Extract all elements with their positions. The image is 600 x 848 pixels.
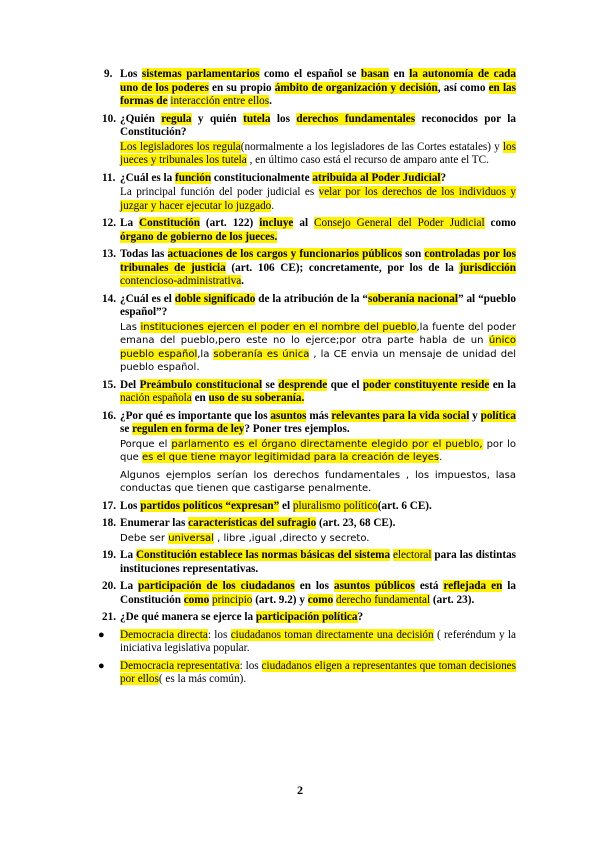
text-run: ,la fuente del poder emana del pueblo,pero este no lo ejerce;por otra parte habla de un [120,321,516,346]
text-run: , libre ,igual ,directo y secreto. [213,532,370,544]
question-body [120,293,516,375]
text-run: , así como [437,81,489,94]
question-body [120,611,516,625]
question-text [120,410,516,437]
question-item [104,611,516,625]
bullet-text [120,629,516,656]
question-item [104,293,516,375]
highlighted-text: como [183,593,210,606]
highlighted-text: derecho fundamental [336,593,431,606]
highlighted-text: órgano de gobierno de los jueces. [120,230,278,243]
question-item [104,113,516,168]
text-run: Todas las [120,248,168,260]
highlighted-text: basan [361,68,390,80]
text-run: la Constitución [120,580,516,606]
answer-text [120,532,516,546]
highlighted-text: participación política [255,611,358,623]
text-run: (art. 106 CE); concretamente, por los de la [225,261,460,274]
text-run: . [439,452,443,463]
highlighted-text: Preámbulo constitucional [139,378,263,391]
question-number: 18. [102,517,116,529]
text-run: La principal función del poder judicial es [120,186,319,198]
text-run: en [191,392,209,404]
answer-text [120,186,516,213]
question-body [120,410,516,496]
question-number: 17. [102,499,116,512]
highlighted-text: interacción entre ellos [170,95,270,107]
answer-text [120,469,516,496]
question-number: 11. [102,171,116,184]
text-run: ? [357,611,364,623]
question-item [104,549,516,576]
highlighted-text: doble significado [174,292,256,305]
text-run: ¿De qué manera se ejerce la [120,611,256,623]
text-run: Del [120,378,140,391]
highlighted-text: uso de su soberanía. [208,392,305,404]
question-text [120,113,516,140]
text-run: La [120,549,136,561]
text-run: Las [120,321,141,333]
question-body [120,248,516,289]
highlighted-text: ciudadanos eligen a representantes que toman decisiones por ellos [120,659,516,685]
text-run: por lo que [120,438,517,463]
text-run: , la CE envia un mensaje de unidad del pueblo español. [120,348,516,373]
highlighted-text: tutela [243,112,271,125]
highlighted-text: parlamento es el órgano directamente elegido por el pueblo, [171,438,483,450]
highlighted-text: desprende [278,378,328,391]
text-run: . [271,199,275,212]
text-run: al [293,217,315,229]
highlighted-text: relevantes para la vida social [331,409,470,422]
text-run: para las distintas instituciones representativas. [120,549,517,575]
question-item [104,379,516,406]
highlighted-text: Los legisladores los regula [120,140,241,153]
highlighted-text: en las formas de [120,81,516,107]
bullet-icon: ● [98,659,105,672]
bullet-item [98,629,516,656]
question-text [120,293,516,320]
text-run: (art. 6 CE). [377,499,432,512]
question-body [120,517,516,545]
text-run: son [401,248,425,260]
question-item [104,217,516,244]
text-run: Algunos ejemplos serían los derechos fundamentales , los impuestos, lasa conductas que tienen que castigarse penalmente. [120,469,516,494]
highlighted-text: incluye [259,217,294,229]
question-body [120,379,516,406]
text-run: en [389,68,410,80]
text-run: los [270,112,297,125]
text-run: ¿Por qué es importante que los [120,409,271,422]
question-body [120,217,516,244]
text-run: ( referéndum y la iniciativa legislativa popular. [120,628,516,654]
text-run: . [269,95,272,107]
highlighted-text: características del sufragio [188,517,317,529]
highlighted-text: Consejo General del Poder Judicial [314,217,485,229]
question-text [120,217,516,244]
highlighted-text: los jueces y tribunales los tutela [120,140,516,166]
text-run: el [279,499,293,512]
question-number: 13. [102,248,116,260]
question-text [120,611,516,625]
text-run: (art. 9.2) y [252,593,308,606]
question-number: 15. [102,378,116,391]
question-item [104,580,516,607]
highlighted-text: función [175,171,212,184]
question-text [120,68,516,109]
text-run: ¿Cuál es el [120,292,175,305]
highlighted-text: instituciones ejercen el poder en el nombre del pueblo [140,321,417,333]
text-run: (normalmente a los legisladores de las Cortes estatales) y [240,140,503,153]
text-run: constitucionalmente [211,171,313,184]
highlighted-text: jurisdicción [459,261,516,274]
answer-text [120,438,516,465]
text-run: Los [120,68,142,80]
highlighted-text: ciudadanos toman directamente una decisión [230,628,434,641]
highlighted-text: único pueblo español [120,335,516,360]
text-run: ? [440,171,447,184]
text-run: ¿Cuál es la [120,171,176,184]
text-run: (art. 23). [430,593,475,606]
question-list [98,68,517,691]
highlighted-text: partidos políticos “expresan” [140,499,280,512]
highlighted-text: atribuida al Poder Judicial [312,171,441,184]
text-run: se [262,378,279,391]
text-run: y quién [191,112,244,125]
highlighted-text: regula [161,112,192,125]
text-run: . [241,275,244,287]
text-run: en su propio [208,81,275,94]
highlighted-text: ámbito de organización y decisión [274,81,438,94]
highlighted-text: reflejada en [443,580,503,592]
highlighted-text: nación española [120,392,192,404]
question-text [120,248,516,289]
question-item [104,517,516,545]
text-run: como [484,217,517,229]
question-number: 19. [102,549,116,561]
highlighted-text: Democracia representativa [120,659,240,672]
highlighted-text: actuaciones de los cargos y funcionarios públicos [167,248,402,260]
text-run: como el español se [259,68,362,80]
question-item [104,68,516,109]
text-run: : los [207,628,231,641]
question-body [120,500,516,514]
text-run: de la atribución de la “ [255,292,368,305]
text-run: (art. 122) [199,217,260,229]
bullet-icon: ● [98,628,105,641]
text-run: ? Poner tres ejemplos. [244,423,350,435]
text-run: está [414,580,444,592]
question-number: 12. [102,217,116,229]
highlighted-text: velar por los derechos de los individuos y juzgar y hacer ejecutar lo juzgado [120,186,516,212]
text-run: ¿Quién [120,112,162,125]
highlighted-text: política [480,409,517,422]
question-body [120,549,516,576]
highlighted-text: Constitución [139,217,200,229]
question-number: 16. [102,409,116,422]
text-run: en la [489,378,517,391]
question-number: 20. [102,580,116,592]
highlighted-text: tribunales de justicia [120,261,226,274]
highlighted-text: contencioso-administrativa [120,275,242,287]
highlighted-text: universal [168,532,214,544]
text-run: se [120,423,133,435]
question-number: 21. [102,611,116,623]
highlighted-text: electoral [392,549,432,561]
text-run: La [120,580,139,592]
text-run: La [120,217,140,229]
question-text [120,517,516,531]
text-run: que el [327,378,363,391]
highlighted-text: controladas por los [424,248,516,260]
question-text [120,172,516,186]
highlighted-text: la autonomía de cada uno de los poderes [120,68,516,94]
question-body [120,172,516,214]
highlighted-text: regulen en forma de ley [132,423,245,435]
answer-text [120,141,516,168]
text-run: Los [120,499,141,512]
highlighted-text: Democracia directa [120,628,208,641]
highlighted-text: soberanía es única [213,348,310,360]
question-item [104,500,516,514]
question-body [120,68,516,109]
text-run: (art. 23, 68 CE). [316,517,396,529]
bullet-item [98,660,516,687]
highlighted-text: participación de los ciudadanos [138,580,295,592]
highlighted-text: Constitución establece las normas básicas del sistema [135,549,391,561]
text-run: en los [294,580,334,592]
highlighted-text: asuntos [270,409,307,422]
text-run: , en último caso está el recurso de amparo ante el TC. [246,154,489,166]
text-run: más [306,409,332,422]
text-run: Debe ser [120,532,169,544]
question-text [120,500,516,514]
highlighted-text: pluralismo político [292,499,378,512]
highlighted-text: asuntos públicos [333,580,415,592]
page-number: 2 [297,783,303,797]
text-run: : los [239,659,262,672]
question-number: 14. [102,292,116,305]
text-run: y [469,409,481,422]
text-run: Enumerar las [120,517,189,529]
question-text [120,549,516,576]
highlighted-text: poder constituyente reside [362,378,490,391]
text-run: ( es la más común). [158,673,247,685]
question-item [104,248,516,289]
question-text [120,580,516,607]
highlighted-text: principio [212,593,253,606]
highlighted-text: sistemas parlamentarios [141,68,260,80]
highlighted-text: derechos fundamentales [296,112,416,125]
question-item [104,172,516,214]
highlighted-text: soberanía nacional [367,292,458,305]
answer-text [120,321,516,375]
text-run: ,la [197,348,214,360]
bullet-text [120,660,516,687]
text-run: ” al “pueblo español”? [120,292,516,318]
highlighted-text: es el que tiene mayor legitimidad para la creación de leyes [142,452,440,463]
text-run: Porque el [120,438,172,450]
question-number: 10. [102,112,116,125]
question-text [120,379,516,406]
question-body [120,580,516,607]
question-number: 9. [104,68,113,80]
question-item [104,410,516,496]
text-run: reconocidos por la Constitución? [120,112,516,138]
highlighted-text: como [307,593,334,606]
question-body [120,113,516,168]
